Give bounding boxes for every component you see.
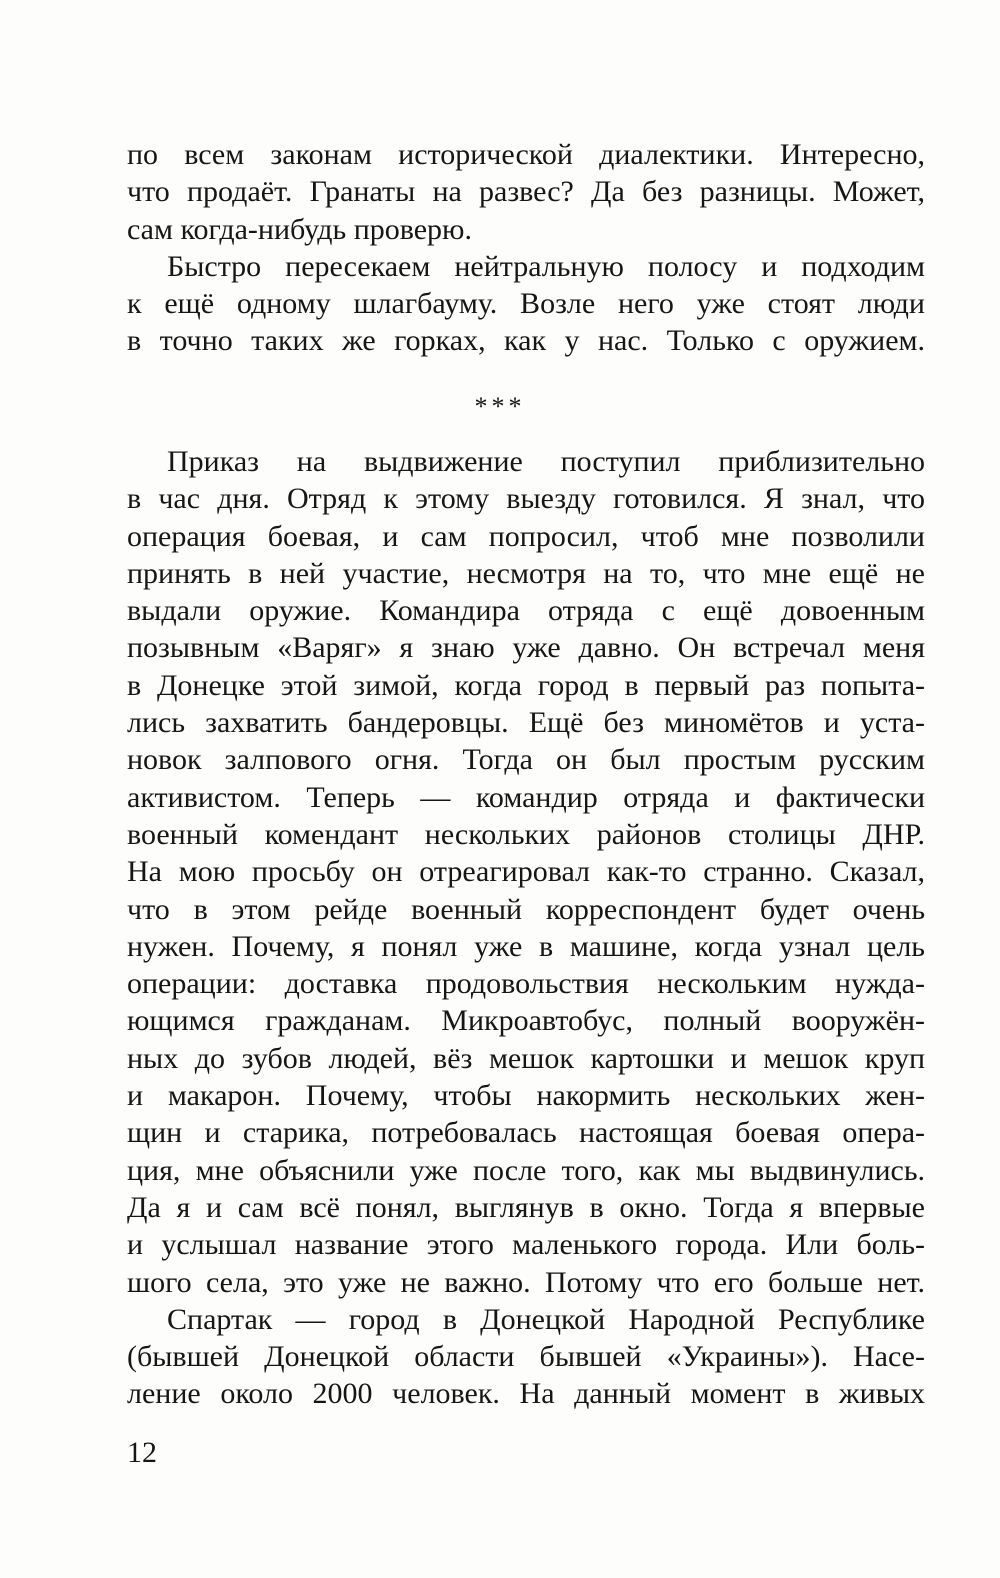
text-line: ных до зубов людей, вёз мешок картошки и мешок круп bbox=[127, 1041, 925, 1075]
text-line: лись захватить бандеровцы. Ещё без миномётов и уста- bbox=[127, 706, 925, 740]
text-line: ющимся гражданам. Микроавтобус, полный вооружён- bbox=[127, 1004, 925, 1038]
text-line: военный комендант нескольких районов столицы ДНР. bbox=[127, 817, 925, 851]
text-line: принять в ней участие, несмотря на то, что мне ещё не bbox=[127, 556, 925, 590]
text-line: в час дня. Отряд к этому выезду готовился. Я знал, что bbox=[127, 482, 925, 516]
text-line: активистом. Теперь — командир отряда и фактически bbox=[127, 780, 925, 814]
text-section-1 bbox=[127, 136, 925, 360]
text-line: позывным «Варяг» я знаю уже давно. Он встречал меня bbox=[127, 631, 925, 665]
section-separator: *** bbox=[474, 392, 526, 421]
page-number: 12 bbox=[127, 1436, 157, 1469]
text-section-2 bbox=[127, 443, 925, 1413]
text-line: что в этом рейде военный корреспондент будет очень bbox=[127, 892, 925, 926]
text-line: шого села, это уже не важно. Потому что его больше нет. bbox=[127, 1265, 925, 1299]
text-line: и услышал название этого маленького города. Или боль- bbox=[127, 1228, 925, 1262]
text-line: что продаёт. Гранаты на развес? Да без разницы. Может, bbox=[127, 175, 925, 209]
text-line: новок залпового огня. Тогда он был простым русским bbox=[127, 743, 925, 777]
text-line: к ещё одному шлагбауму. Возле него уже стоят люди bbox=[127, 287, 925, 321]
text-line: Спартак — город в Донецкой Народной Республике bbox=[167, 1302, 925, 1336]
text-line: нужен. Почему, я понял уже в машине, когда узнал цель bbox=[127, 929, 925, 963]
text-line: Приказ на выдвижение поступил приблизительно bbox=[167, 445, 925, 478]
text-line: (бывшей Донецкой области бывшей «Украины»). Насе- bbox=[127, 1340, 925, 1374]
text-line: ция, мне объяснили уже после того, как мы выдвинулись. bbox=[127, 1153, 925, 1187]
text-line: На мою просьбу он отреагировал как-то странно. Сказал, bbox=[127, 855, 925, 889]
text-line: Быстро пересекаем нейтральную полосу и подходим bbox=[167, 249, 925, 283]
text-line: щин и старика, потребовалась настоящая боевая опера- bbox=[127, 1116, 925, 1150]
text-line: выдали оружие. Командира отряда с ещё довоенным bbox=[127, 594, 925, 628]
text-line: в точно таких же горках, как у нас. Только с оружием. bbox=[127, 324, 925, 358]
text-line: операции: доставка продовольствия нескольким нужда- bbox=[127, 967, 925, 1001]
text-line: в Донецке этой зимой, когда город в первый раз попыта- bbox=[127, 668, 925, 702]
text-line: операция боевая, и сам попросил, чтоб мне позволили bbox=[127, 519, 925, 553]
text-line: по всем законам исторической диалектики. Интересно, bbox=[127, 138, 925, 171]
text-line: и макарон. Почему, чтобы накормить нескольких жен- bbox=[127, 1079, 925, 1113]
text-line: ление около 2000 человек. На данный момент в живых bbox=[127, 1377, 925, 1411]
text-line: Да я и сам всё понял, выглянув в окно. Тогда я впервые bbox=[127, 1190, 925, 1224]
text-line: сам когда-нибудь проверю. bbox=[127, 212, 472, 246]
